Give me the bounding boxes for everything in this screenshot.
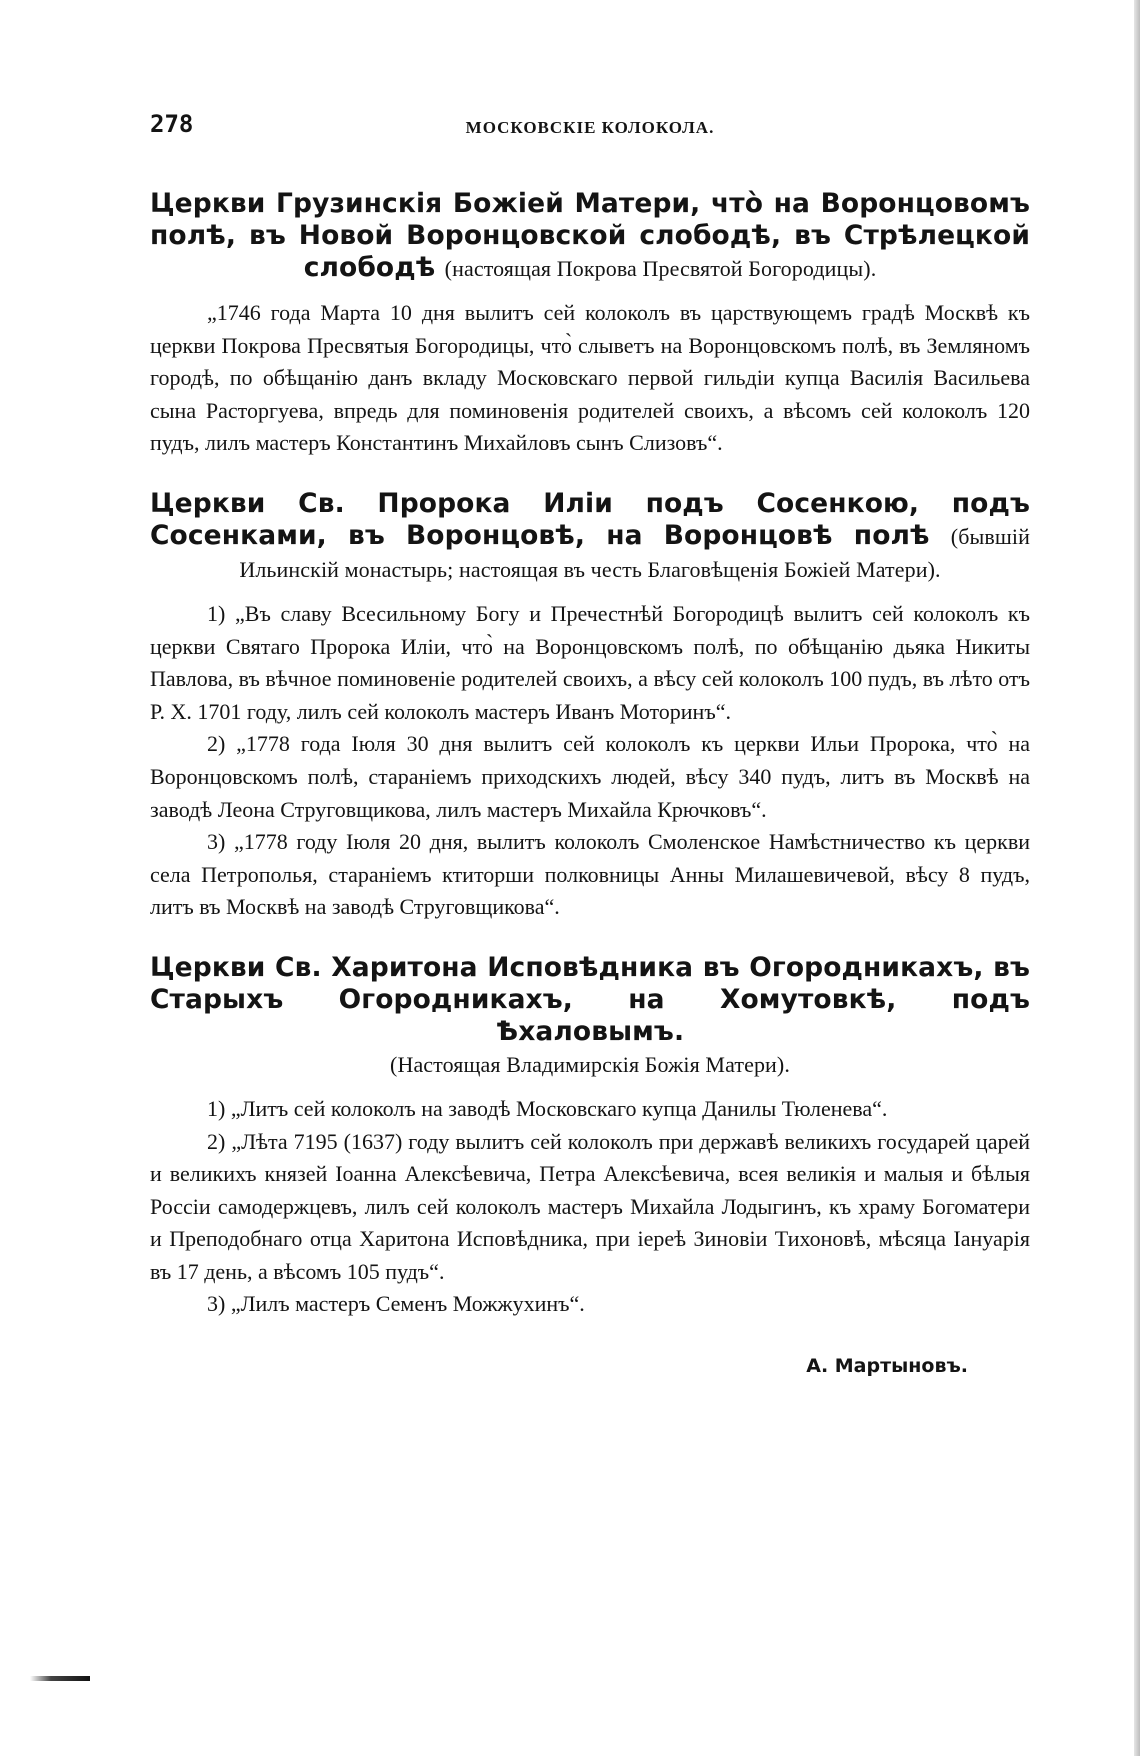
inscription-paragraph: 1) „Литъ сей колоколъ на заводѣ Московскаго купца Данилы Тюленева“. bbox=[207, 1095, 888, 1121]
inscription-paragraph: 3) „1778 году Іюля 20 дня, вылитъ колоколъ Смоленское Намѣстничество къ церкви села Петрополья, стараніемъ ктиторши полковницы Анны Милашевичевой, вѣсу 8 пудъ, литъ въ Москвѣ на заводѣ Струговщикова“. bbox=[150, 829, 1030, 920]
section-heading-title: Церкви Св. Пророка Иліи подъ Сосенкою, подъ Сосенками, въ Воронцовѣ, на Воронцовѣ полѣ bbox=[150, 487, 1030, 551]
section-khariton bbox=[150, 952, 1030, 1321]
running-head bbox=[150, 110, 1030, 144]
inscription-paragraph: 3) „Лилъ мастеръ Семенъ Можжухинъ“. bbox=[207, 1291, 585, 1317]
section-paragraphs bbox=[150, 297, 1030, 460]
section-heading-note: (Настоящая Владимирскія Божія Матери). bbox=[390, 1051, 790, 1077]
section-heading-title: Церкви Св. Харитона Исповѣдника въ Огородникахъ, въ Старыхъ Огородникахъ, на Хомутовкѣ, подъ Ѣхаловымъ. bbox=[150, 951, 1030, 1047]
author-signature: А. Мартыновъ. bbox=[806, 1355, 968, 1378]
section-paragraphs bbox=[150, 598, 1030, 924]
inscription-paragraph: „1746 года Марта 10 дня вылитъ сей колоколъ въ царствующемъ градѣ Москвѣ къ церкви Покрова Пресвятыя Богородицы, что̀ слыветъ на Воронцовскомъ полѣ, въ Земляномъ городѣ, по обѣщанію данъ вкладу Московскаго первой гильдіи купца Василія Васильева сына Расторгуева, впредь для поминовенія родителей своихъ, а вѣсомъ сей колоколъ 120 пудъ, лилъ мастеръ Константинъ Михайловъ сынъ Слизовъ“. bbox=[150, 300, 1030, 456]
running-title: МОСКОВСКІЕ КОЛОКОЛА. bbox=[465, 118, 715, 137]
page-number: 278 bbox=[150, 110, 194, 138]
page-body bbox=[150, 110, 1030, 1377]
section-heading bbox=[150, 188, 1030, 285]
inscription-paragraph: 2) „Лѣта 7195 (1637) году вылитъ сей колоколъ при державѣ великихъ государей царей и великихъ князей Іоанна Алексѣевича, Петра Алексѣевича, всея великія и малыя и бѣлыя Россіи самодержцевъ, лилъ сей колоколъ мастеръ Михайла Лодыгинъ, къ храму Богоматери и Преподобнаго отца Харитона Исповѣдника, при іереѣ Зиновіи Тихоновѣ, мѣсяца Іануарія въ 17 день, а вѣсомъ 105 пудъ“. bbox=[150, 1128, 1030, 1284]
section-heading bbox=[150, 488, 1030, 586]
section-heading-note: (настоящая Покрова Пресвятой Богородицы). bbox=[444, 256, 877, 281]
section-paragraphs bbox=[150, 1093, 1030, 1321]
scan-edge-mark bbox=[30, 1676, 90, 1681]
section-gruzinskaya bbox=[150, 188, 1030, 460]
section-heading-note: (бывшій Ильинскій монастырь; настоящая въ честь Благовѣщенія Божіей Матери). bbox=[239, 523, 1031, 582]
section-heading-title: Церкви Грузинскія Божіей Матери, что̀ на Воронцовомъ полѣ, въ Новой Воронцовской слободѣ, въ Стрѣлецкой слободѣ bbox=[150, 188, 1030, 283]
section-heading bbox=[150, 952, 1030, 1081]
section-ilia bbox=[150, 488, 1030, 924]
page-edge-shadow bbox=[1134, 0, 1140, 1756]
inscription-paragraph: 1) „Въ славу Всесильному Богу и Пречестнѣй Богородицѣ вылитъ сей колоколъ къ церкви Святаго Пророка Иліи, что̀ на Воронцовскомъ полѣ, по обѣщанію дьяка Никиты Павлова, въ вѣчное поминовеніе родителей своихъ, а вѣсу сей колоколъ 100 пудъ, въ лѣто отъ Р. Х. 1701 году, лилъ сей колоколъ мастеръ Иванъ Моторинъ“. bbox=[150, 600, 1030, 724]
inscription-paragraph: 2) „1778 года Іюля 30 дня вылитъ сей колоколъ къ церкви Ильи Пророка, что̀ на Воронцовскомъ полѣ, стараніемъ приходскихъ людей, вѣсу 340 пудъ, литъ въ Москвѣ на заводѣ Леона Струговщикова, лилъ мастеръ Михайла Крючковъ“. bbox=[150, 731, 1030, 822]
